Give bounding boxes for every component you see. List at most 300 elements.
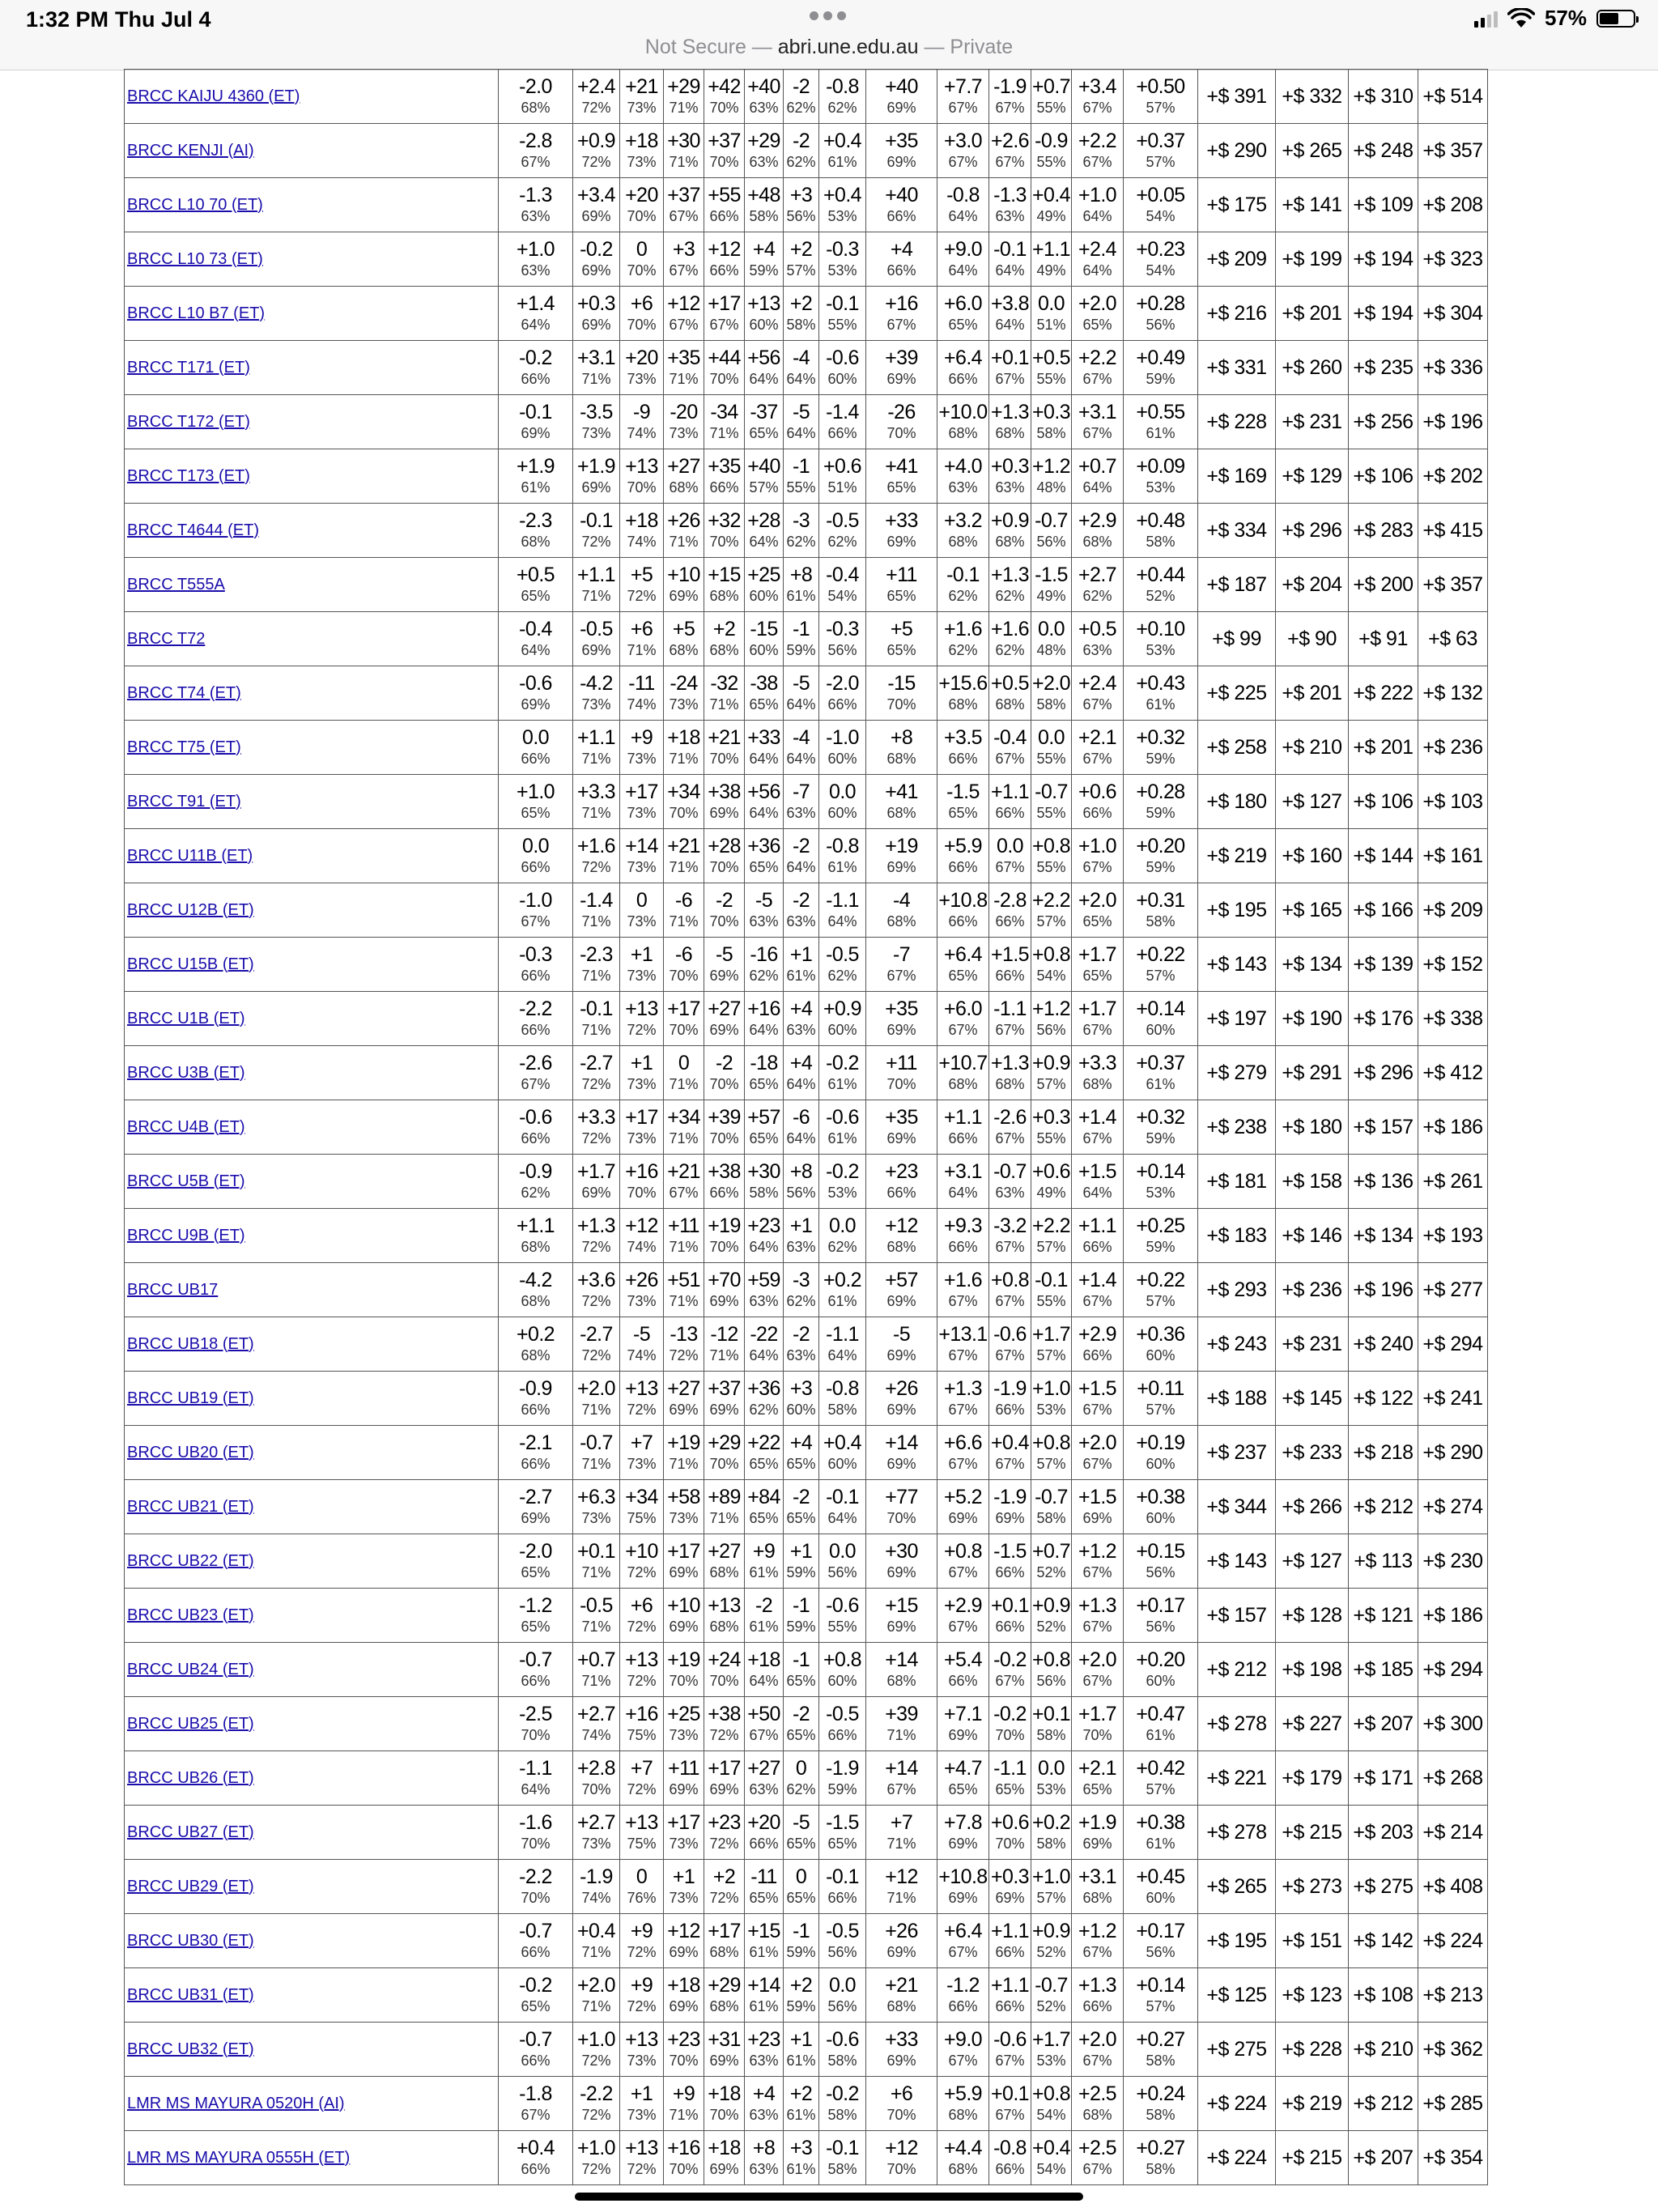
index-value: +$ 218 [1353,1440,1414,1464]
ebv-accuracy: 65% [749,1455,779,1472]
ebv-cell [989,1317,1031,1372]
ebv-value: +0.43 [1136,671,1185,695]
animal-link[interactable]: BRCC UB17 [127,1280,219,1299]
table-row [125,1643,1488,1697]
ebv-accuracy: 60% [1146,1672,1175,1689]
table-row [125,883,1488,938]
animal-link[interactable]: BRCC T172 (ET) [127,412,250,431]
ebv-accuracy: 60% [749,316,779,333]
animal-link[interactable]: BRCC U11B (ET) [127,846,253,865]
ebv-cell [704,829,745,883]
ebv-accuracy: 52% [1036,1618,1066,1635]
index-value-cell [1349,721,1418,775]
index-value: +$ 158 [1282,1169,1342,1193]
ebv-cell [784,1372,819,1426]
ebv-value: +33 [885,508,918,532]
animal-link[interactable]: BRCC UB19 (ET) [127,1389,254,1407]
ebv-cell [664,992,704,1046]
ebv-cell [1072,1480,1124,1534]
ebv-accuracy: 58% [749,207,779,224]
ebv-cell [937,1372,989,1426]
animal-link[interactable]: BRCC T173 (ET) [127,466,250,485]
index-value: +$ 274 [1422,1495,1483,1518]
index-value: +$ 296 [1282,518,1342,542]
ebv-cell [704,1643,745,1697]
ebv-cell [1124,395,1198,449]
index-value: +$ 344 [1206,1495,1267,1518]
ebv-cell [784,1263,819,1317]
animal-link[interactable]: BRCC KENJI (AI) [127,141,254,160]
ebv-value: +9 [672,2082,695,2105]
index-value: +$ 123 [1282,1983,1342,2006]
ebv-cell [937,1751,989,1806]
animal-name-cell [125,1589,499,1643]
ebv-accuracy: 72% [581,153,611,170]
index-value: +$ 261 [1422,1169,1483,1193]
ebv-value: +2.5 [1078,2136,1116,2159]
ebv-accuracy: 63% [948,479,978,496]
index-value-cell [1276,612,1349,666]
animal-link[interactable]: BRCC UB22 (ET) [127,1551,254,1570]
ebv-value: +0.1 [991,2082,1029,2105]
ebv-accuracy: 64% [786,750,816,767]
animal-link[interactable]: BRCC UB30 (ET) [127,1931,254,1950]
ebv-accuracy: 56% [1036,1021,1066,1038]
ebv-value: +7.7 [944,74,982,98]
ebv-value: -0.6 [993,2027,1027,2051]
ebv-cell [1124,1046,1198,1100]
ebv-value: +4 [789,1431,813,1454]
ebv-cell [620,992,664,1046]
ebv-value: -6 [792,1105,810,1129]
ebv-value: +38 [708,1702,741,1725]
index-value: +$ 265 [1206,1874,1267,1898]
index-value: +$ 291 [1282,1061,1342,1084]
animal-link[interactable]: BRCC T74 (ET) [127,683,241,702]
ebv-value: +20 [747,1810,780,1834]
index-value-cell [1276,124,1349,178]
index-value-cell [1276,395,1349,449]
ebv-cell [620,1209,664,1263]
ebv-cell [620,1372,664,1426]
ebv-value: -1.1 [826,1322,859,1346]
index-value: +$ 357 [1422,138,1483,162]
ebv-cell [573,1263,620,1317]
ebv-accuracy: 72% [627,1618,657,1635]
ebv-accuracy: 71% [581,912,611,929]
ebv-value: -2.8 [993,888,1027,912]
address-bar[interactable] [0,32,1658,70]
ebv-cell [866,775,937,829]
ebv-value: +18 [747,1648,780,1671]
animal-link[interactable]: BRCC U12B (ET) [127,900,254,919]
animal-link[interactable]: BRCC UB29 (ET) [127,1877,254,1895]
index-value: +$ 151 [1282,1929,1342,1952]
ebv-value: -0.5 [826,508,859,532]
ebv-value: +58 [667,1485,700,1508]
index-value-cell [1349,449,1418,504]
ebv-cell [664,1209,704,1263]
ebv-accuracy: 72% [669,1346,699,1363]
animal-link[interactable]: BRCC UB21 (ET) [127,1497,254,1516]
ebv-cell [1031,124,1072,178]
ebv-cell [1124,1263,1198,1317]
ebv-cell [573,1317,620,1372]
ebv-value: +18 [625,129,658,152]
ebv-cell [989,1480,1031,1534]
index-value-cell [1198,1860,1276,1914]
ebv-cell [937,395,989,449]
ebv-value: -1.1 [993,997,1027,1020]
ebv-cell [499,775,573,829]
ebv-cell [1072,1534,1124,1589]
animal-link[interactable]: BRCC UB32 (ET) [127,2040,254,2058]
ebv-value: +0.20 [1136,834,1185,857]
ebv-value: -0.1 [826,2136,859,2159]
index-value-cell [1198,178,1276,232]
ebv-value: -1.9 [580,1865,613,1888]
ebv-value: +13 [625,2136,658,2159]
animal-link[interactable]: BRCC UB25 (ET) [127,1714,254,1733]
ebv-accuracy: 65% [521,804,551,821]
ebv-cell [573,1209,620,1263]
ebv-value: +0.31 [1136,888,1185,912]
ebv-cell [1031,1317,1072,1372]
ebv-accuracy: 68% [886,1997,916,2014]
ebv-value: +1 [789,1539,813,1563]
index-value: +$ 183 [1206,1223,1267,1247]
multitasking-dots-icon[interactable] [810,11,846,20]
ebv-accuracy: 64% [786,370,816,387]
ebv-value: +7.8 [944,1810,982,1834]
index-value: +$ 332 [1282,84,1342,108]
ebv-value: +17 [625,780,658,803]
ebv-cell [573,124,620,178]
ebv-value: +2.0 [1078,888,1116,912]
ebv-cell [1072,178,1124,232]
ebv-cell [499,1806,573,1860]
home-indicator [575,2193,1083,2201]
index-value-cell [1349,1589,1418,1643]
ebv-accuracy: 72% [581,1129,611,1146]
ebv-cell [1031,2077,1072,2131]
ebv-cell [1031,612,1072,666]
ebv-value: +0.48 [1136,508,1185,532]
index-value-cell [1276,1534,1349,1589]
index-value: +$ 194 [1353,247,1414,270]
ebv-cell [1072,504,1124,558]
ebv-accuracy: 59% [786,641,816,658]
ebv-cell [704,1968,745,2023]
ebv-cell [989,2131,1031,2185]
ebv-cell [704,883,745,938]
ebv-cell [1124,1155,1198,1209]
ebv-value: +21 [708,725,741,749]
ebv-value: +1.5 [1078,1376,1116,1400]
ebv-cell [620,1968,664,2023]
animal-link[interactable]: LMR MS MAYURA 0555H (ET) [127,2148,351,2167]
ebv-value: -0.7 [1035,780,1068,803]
ebv-accuracy: 66% [521,1672,551,1689]
ebv-accuracy: 73% [627,1075,657,1092]
ebv-accuracy: 51% [1036,316,1066,333]
ebv-accuracy: 67% [995,858,1025,875]
animal-name-cell [125,504,499,558]
ebv-value: +35 [885,997,918,1020]
ebv-value: +0.47 [1136,1702,1185,1725]
ebv-value: +57 [747,1105,780,1129]
ebv-cell [819,341,866,395]
ebv-accuracy: 71% [581,1401,611,1418]
ebv-accuracy: 66% [1082,804,1112,821]
ebv-value: +0.3 [991,454,1029,478]
index-value-cell [1276,2023,1349,2077]
ebv-cell [1124,775,1198,829]
ebv-accuracy: 69% [581,316,611,333]
ebv-value: 0 [678,1051,690,1074]
animal-link[interactable]: BRCC UB20 (ET) [127,1443,254,1461]
ebv-accuracy: 72% [709,1726,739,1743]
ebv-value: +25 [667,1702,700,1725]
ebv-cell [745,2023,784,2077]
ebv-cell [620,1317,664,1372]
index-value: +$ 132 [1422,681,1483,704]
animal-link[interactable]: BRCC T75 (ET) [127,738,241,756]
ebv-accuracy: 65% [521,1618,551,1635]
ebv-accuracy: 64% [749,1238,779,1255]
ebv-value: +6 [630,1593,653,1617]
animal-link[interactable]: BRCC UB24 (ET) [127,1660,254,1678]
ebv-accuracy: 59% [1146,750,1175,767]
animal-link[interactable]: BRCC T91 (ET) [127,792,241,810]
ebv-accuracy: 68% [886,804,916,821]
index-value-cell [1276,829,1349,883]
ebv-accuracy: 58% [1036,1726,1066,1743]
index-value-cell [1349,1209,1418,1263]
ebv-accuracy: 67% [669,1184,699,1201]
ebv-value: +0.09 [1136,454,1185,478]
ebv-accuracy: 64% [1082,479,1112,496]
ebv-accuracy: 66% [948,1672,978,1689]
ebv-value: +3.8 [991,291,1029,315]
animal-link[interactable]: BRCC UB27 (ET) [127,1823,254,1841]
animal-link[interactable]: BRCC KAIJU 4360 (ET) [127,87,300,105]
ebv-value: +0.36 [1136,1322,1185,1346]
ebv-cell [819,395,866,449]
ebv-accuracy: 52% [1036,1997,1066,2014]
ebv-accuracy: 55% [1036,370,1066,387]
ebv-value: +32 [708,508,741,532]
ebv-accuracy: 69% [709,1021,739,1038]
ebv-cell [866,1372,937,1426]
ebv-accuracy: 73% [581,1835,611,1852]
ebv-value: 0.0 [829,1539,856,1563]
ebv-accuracy: 61% [786,967,816,984]
index-value: +$ 190 [1282,1006,1342,1030]
index-value: +$ 187 [1206,572,1267,596]
ebv-accuracy: 55% [1036,153,1066,170]
ebv-value: -0.5 [580,1593,613,1617]
index-value: +$ 125 [1206,1983,1267,2006]
ebv-accuracy: 62% [827,533,857,550]
ebv-accuracy: 70% [709,533,739,550]
index-value: +$ 196 [1422,410,1483,433]
ebv-cell [499,1480,573,1534]
ebv-accuracy: 66% [749,1835,779,1852]
ebv-cell [573,287,620,341]
ebv-value: +1 [630,1051,653,1074]
ebv-accuracy: 72% [581,2106,611,2123]
ebv-accuracy: 62% [749,967,779,984]
ebv-value: +3 [789,1376,813,1400]
ebv-value: +14 [625,834,658,857]
ebv-value: +19 [708,1214,741,1237]
index-value: +$ 201 [1282,681,1342,704]
animal-link[interactable]: LMR MS MAYURA 0520H (AI) [127,2094,345,2112]
ebv-accuracy: 61% [749,1563,779,1580]
index-value: +$ 181 [1206,1169,1267,1193]
animal-link[interactable]: BRCC T171 (ET) [127,358,250,376]
ebv-value: -0.2 [519,346,552,369]
ebv-cell [866,178,937,232]
ebv-value: -5 [892,1322,911,1346]
ebv-cell [989,2023,1031,2077]
animal-link[interactable]: BRCC UB26 (ET) [127,1768,254,1787]
ebv-cell [784,1860,819,1914]
ebv-accuracy: 68% [1082,533,1112,550]
animal-link[interactable]: BRCC L10 B7 (ET) [127,304,266,322]
animal-link[interactable]: BRCC U4B (ET) [127,1117,245,1136]
index-value: +$ 248 [1353,138,1414,162]
ebv-accuracy: 69% [886,1292,916,1309]
ebv-value: +2.7 [1078,563,1116,586]
ebv-accuracy: 69% [886,1943,916,1960]
animal-link[interactable]: BRCC UB18 (ET) [127,1334,254,1353]
ebv-accuracy: 67% [1082,370,1112,387]
ebv-cell [989,1155,1031,1209]
ebv-cell [784,1534,819,1589]
ebv-cell [499,2077,573,2131]
ebv-accuracy: 72% [627,1563,657,1580]
ebv-accuracy: 58% [1146,912,1175,929]
ebv-accuracy: 71% [581,1997,611,2014]
ebv-cell [819,1806,866,1860]
animal-link[interactable]: BRCC U9B (ET) [127,1226,245,1244]
table-row [125,666,1488,721]
ebv-value: -2 [792,1485,810,1508]
ebv-value: -1 [792,617,810,640]
index-value-cell [1349,1914,1418,1968]
ebv-cell [1031,1751,1072,1806]
index-value: +$ 63 [1428,627,1477,650]
index-value: +$ 215 [1282,2146,1342,2169]
ebv-cell [499,938,573,992]
animal-link[interactable]: BRCC T555A [127,575,225,593]
ebv-cell [664,829,704,883]
ebv-accuracy: 67% [1082,1618,1112,1635]
index-value: +$ 224 [1206,2091,1267,2115]
ebv-value: -4 [892,888,911,912]
ebv-value: +34 [667,1105,700,1129]
ebv-value: -2.7 [580,1322,613,1346]
index-value: +$ 212 [1206,1657,1267,1681]
ebv-accuracy: 53% [1036,1401,1066,1418]
ebv-value: +40 [885,74,918,98]
ebv-value: +11 [886,1051,917,1074]
animal-link[interactable]: BRCC T4644 (ET) [127,521,260,539]
ebv-accuracy: 69% [709,1401,739,1418]
ebv-cell [866,1860,937,1914]
index-value: +$ 199 [1282,247,1342,270]
ebv-cell [866,1968,937,2023]
index-value-cell [1198,829,1276,883]
ebv-accuracy: 69% [581,207,611,224]
ebv-accuracy: 55% [786,479,816,496]
animal-link[interactable]: BRCC L10 70 (ET) [127,195,263,214]
ebv-cell [866,1534,937,1589]
animal-link[interactable]: BRCC L10 73 (ET) [127,249,263,268]
ebv-cell [937,1914,989,1968]
index-value: +$ 214 [1422,1820,1483,1844]
ebv-cell [1072,2131,1124,2185]
ebv-cell [664,504,704,558]
table-row [125,1155,1488,1209]
animal-link[interactable]: BRCC U5B (ET) [127,1172,245,1190]
index-value: +$ 91 [1358,627,1408,650]
ebv-value: 0.0 [829,1214,856,1237]
ebv-accuracy: 62% [786,1780,816,1797]
ebv-accuracy: 74% [581,1726,611,1743]
ebv-cell [866,721,937,775]
ebv-accuracy: 61% [827,1129,857,1146]
ebv-cell [1031,1263,1072,1317]
ebv-value: +19 [667,1648,700,1671]
ebv-cell [499,70,573,124]
ebv-value: -13 [670,1322,698,1346]
ebv-cell [784,1317,819,1372]
ebv-accuracy: 70% [709,912,739,929]
ebv-value: +1.7 [1032,1322,1070,1346]
animal-name-cell [125,2077,499,2131]
ebv-accuracy: 70% [886,2106,916,2123]
ebv-cell [937,558,989,612]
index-value: +$ 203 [1353,1820,1414,1844]
ebv-value: +9 [630,725,653,749]
ebv-accuracy: 68% [948,2106,978,2123]
ebv-value: -0.7 [1035,508,1068,532]
ebv-accuracy: 61% [1146,1835,1175,1852]
ebv-accuracy: 62% [786,99,816,116]
index-value: +$ 283 [1353,518,1414,542]
ebv-accuracy: 67% [669,262,699,279]
ebv-accuracy: 48% [1036,641,1066,658]
animal-link[interactable]: BRCC UB23 (ET) [127,1606,254,1624]
animal-link[interactable]: BRCC UB31 (ET) [127,1985,254,2004]
ebv-cell [989,1426,1031,1480]
animal-link[interactable]: BRCC T72 [127,629,206,648]
ebv-accuracy: 61% [749,1997,779,2014]
animal-link[interactable]: BRCC U15B (ET) [127,955,254,973]
ebv-cell [937,612,989,666]
animal-link[interactable]: BRCC U3B (ET) [127,1063,245,1082]
animal-link[interactable]: BRCC U1B (ET) [127,1009,245,1027]
ebv-cell [784,829,819,883]
ebv-accuracy: 48% [1036,479,1066,496]
ebv-cell [1124,449,1198,504]
ebv-cell [664,1046,704,1100]
ebv-accuracy: 70% [709,1075,739,1092]
ebv-cell [499,1317,573,1372]
